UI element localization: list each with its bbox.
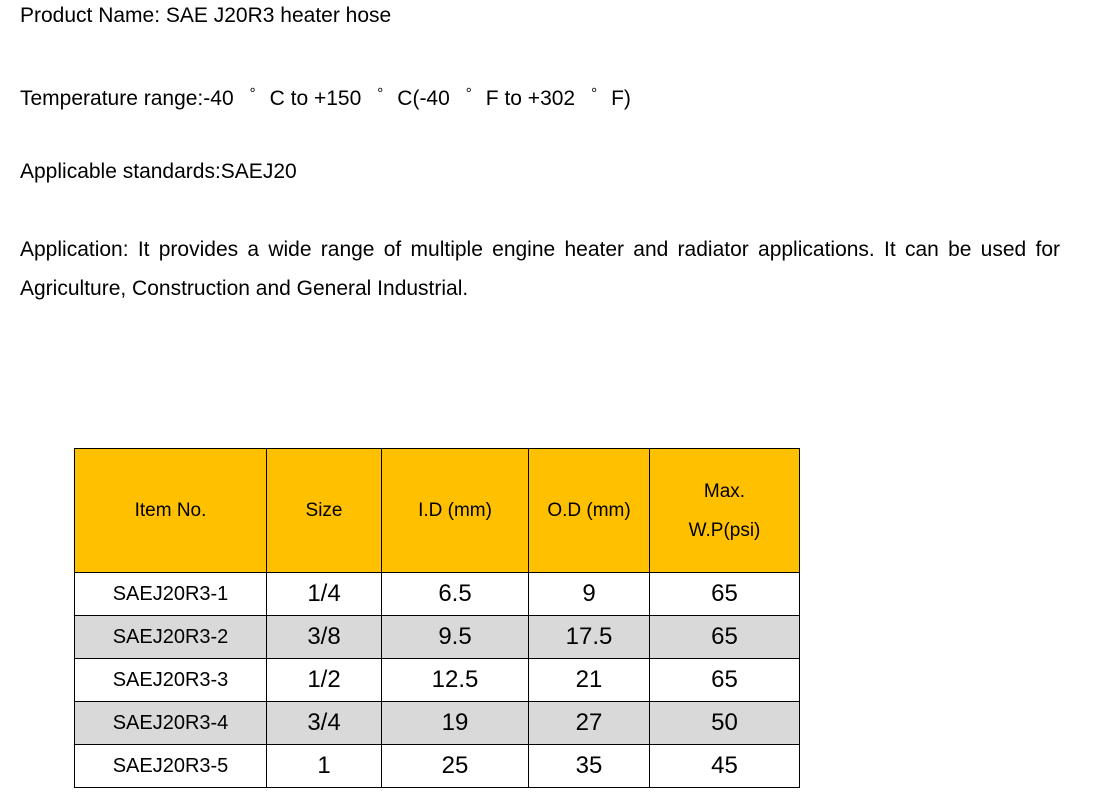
cell-size: 1/4 (267, 573, 382, 616)
cell-id: 19 (382, 702, 529, 745)
header-id: I.D (mm) (382, 449, 529, 573)
cell-max-wp: 50 (650, 702, 800, 745)
header-od: O.D (mm) (529, 449, 650, 573)
degree-symbol: ° (591, 85, 598, 102)
cell-id: 12.5 (382, 659, 529, 702)
cell-od: 35 (529, 745, 650, 788)
header-max-wp-line1: Max. (703, 480, 746, 502)
cell-id: 6.5 (382, 573, 529, 616)
cell-size: 1/2 (267, 659, 382, 702)
table-row (75, 702, 800, 745)
header-max-wp-line2: W.P(psi) (688, 519, 761, 541)
cell-max-wp: 65 (650, 659, 800, 702)
header-item-no: Item No. (75, 449, 267, 573)
cell-id: 25 (382, 745, 529, 788)
header-size: Size (267, 449, 382, 573)
cell-item-no: SAEJ20R3-5 (75, 745, 267, 788)
table-row (75, 616, 800, 659)
cell-od: 21 (529, 659, 650, 702)
table-row (75, 745, 800, 788)
degree-symbol: ° (249, 85, 256, 102)
product-name: Product Name: SAE J20R3 heater hose (20, 4, 392, 27)
table-row (75, 659, 800, 702)
temperature-range (20, 82, 631, 111)
degree-symbol: ° (465, 85, 472, 102)
degree-symbol: ° (377, 85, 384, 102)
cell-item-no: SAEJ20R3-1 (75, 573, 267, 616)
cell-item-no: SAEJ20R3-2 (75, 616, 267, 659)
cell-item-no: SAEJ20R3-3 (75, 659, 267, 702)
temperature-part5: F) (611, 87, 631, 110)
spec-table (74, 448, 800, 788)
temperature-part4: F to +302 (485, 87, 576, 110)
cell-max-wp: 45 (650, 745, 800, 788)
cell-size: 3/8 (267, 616, 382, 659)
cell-item-no: SAEJ20R3-4 (75, 702, 267, 745)
cell-max-wp: 65 (650, 573, 800, 616)
cell-size: 3/4 (267, 702, 382, 745)
applicable-standards: Applicable standards:SAEJ20 (20, 160, 297, 183)
cell-od: 27 (529, 702, 650, 745)
temperature-prefix: Temperature range:-40 (20, 87, 234, 110)
cell-od: 9 (529, 573, 650, 616)
cell-id: 9.5 (382, 616, 529, 659)
cell-max-wp: 65 (650, 616, 800, 659)
temperature-part2: C to +150 (269, 87, 362, 110)
table-row (75, 573, 800, 616)
cell-size: 1 (267, 745, 382, 788)
cell-od: 17.5 (529, 616, 650, 659)
temperature-part3: C(-40 (397, 87, 450, 110)
table-header-row (75, 449, 800, 573)
application-paragraph: Application: It provides a wide range of multiple engine heater and radiator applications. It can be used for Agriculture, Construction and General Industrial. (20, 238, 1060, 300)
header-max-wp (650, 449, 800, 573)
